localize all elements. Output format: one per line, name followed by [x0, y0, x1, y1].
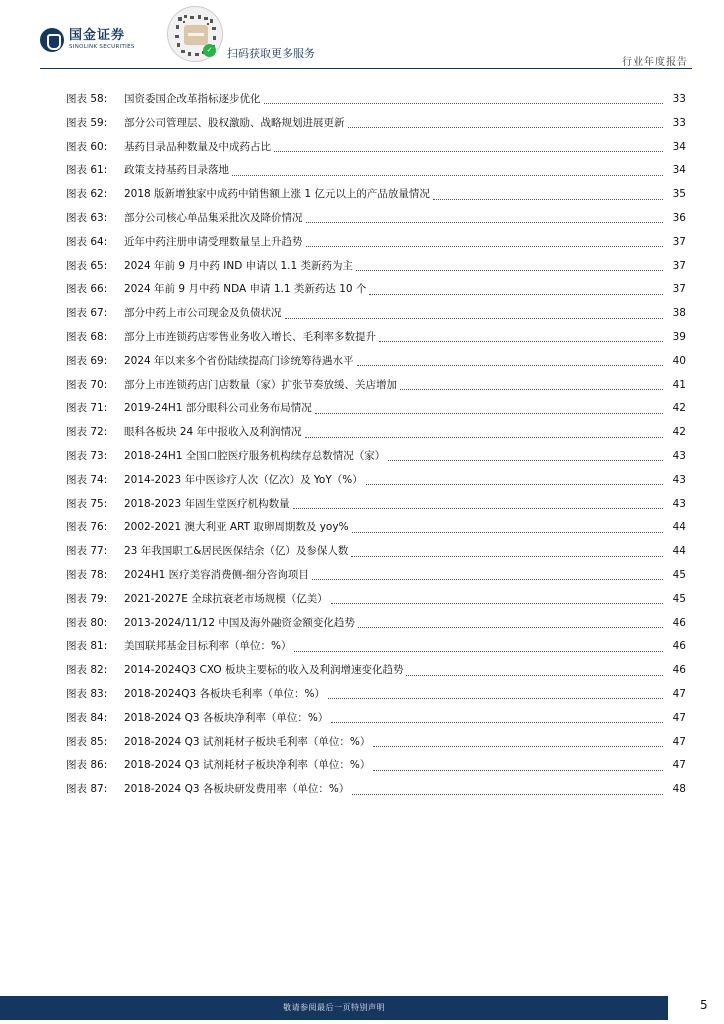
toc-entry[interactable] — [66, 516, 686, 540]
toc-list — [66, 88, 686, 802]
toc-leader-dots — [306, 222, 664, 223]
toc-entry-label: 图表 86: — [66, 759, 108, 772]
toc-entry-title: 2024H1 医疗美容消费侧-细分咨询项目 — [124, 568, 309, 581]
toc-leader-dots — [369, 294, 663, 295]
toc-entry-title: 基药目录品种数量及中成药占比 — [124, 140, 271, 153]
toc-entry-label: 图表 64: — [66, 235, 108, 248]
toc-entry-label: 图表 76: — [66, 521, 108, 534]
toc-leader-dots — [352, 532, 663, 533]
toc-leader-dots — [294, 651, 663, 652]
page-number: 5 — [700, 998, 708, 1012]
toc-entry-page: 43 — [672, 497, 686, 510]
toc-entry-page: 41 — [672, 378, 686, 391]
toc-entry[interactable] — [66, 421, 686, 445]
sinolink-logo-icon — [40, 28, 64, 52]
toc-entry-label: 图表 82: — [66, 664, 108, 677]
footer-disclaimer: 敬请参阅最后一页特别声明 — [283, 1003, 385, 1012]
toc-entry-label: 图表 68: — [66, 330, 108, 343]
page-header — [0, 0, 724, 70]
toc-entry[interactable] — [66, 778, 686, 802]
toc-entry-label: 图表 83: — [66, 687, 108, 700]
toc-entry-title: 2018-2023 年固生堂医疗机构数量 — [124, 497, 290, 510]
toc-entry-title: 2021-2027E 全球抗衰老市场规模（亿美） — [124, 592, 328, 605]
toc-entry-title: 部分公司管理层、股权激励、战略规划进展更新 — [124, 116, 345, 129]
toc-leader-dots — [351, 556, 663, 557]
toc-entry-title: 2018-2024 Q3 各板块研发费用率（单位：%） — [124, 783, 350, 796]
toc-entry-page: 39 — [672, 330, 686, 343]
toc-entry-label: 图表 71: — [66, 402, 108, 415]
toc-entry-title: 2018-2024 Q3 各板块净利率（单位：%） — [124, 711, 329, 724]
toc-leader-dots — [433, 199, 663, 200]
toc-entry-page: 44 — [672, 545, 686, 558]
toc-entry[interactable] — [66, 469, 686, 493]
toc-leader-dots — [331, 722, 663, 723]
toc-entry-page: 37 — [672, 259, 686, 272]
toc-entry-title: 2014-2023 年中医诊疗人次（亿次）及 YoY（%） — [124, 473, 363, 486]
toc-entry[interactable] — [66, 207, 686, 231]
toc-entry-label: 图表 59: — [66, 116, 108, 129]
toc-leader-dots — [328, 698, 663, 699]
toc-entry-label: 图表 61: — [66, 164, 108, 177]
toc-entry-page: 43 — [672, 449, 686, 462]
toc-entry-title: 美国联邦基金目标利率（单位：%） — [124, 640, 292, 653]
toc-entry-page: 47 — [672, 687, 686, 700]
toc-entry[interactable] — [66, 231, 686, 255]
toc-entry-title: 2018 版新增独家中成药中销售额上涨 1 亿元以上的产品放量情况 — [124, 188, 430, 201]
toc-entry-label: 图表 60: — [66, 140, 108, 153]
toc-entry[interactable] — [66, 350, 686, 374]
toc-leader-dots — [315, 413, 663, 414]
toc-entry-label: 图表 87: — [66, 783, 108, 796]
toc-entry-page: 43 — [672, 473, 686, 486]
toc-leader-dots — [357, 365, 663, 366]
toc-entry-label: 图表 81: — [66, 640, 108, 653]
toc-leader-dots — [274, 151, 663, 152]
toc-entry-label: 图表 69: — [66, 354, 108, 367]
toc-entry-page: 47 — [672, 759, 686, 772]
qr-label: 扫码获取更多服务 — [227, 47, 315, 60]
toc-entry-page: 38 — [672, 307, 686, 320]
toc-leader-dots — [406, 675, 663, 676]
toc-leader-dots — [400, 389, 663, 390]
toc-entry[interactable] — [66, 493, 686, 517]
toc-entry-title: 2018-2024 Q3 试剂耗材子板块毛利率（单位：%） — [124, 735, 371, 748]
toc-entry-title: 23 年我国职工&居民医保结余（亿）及参保人数 — [124, 545, 349, 558]
toc-entry-page: 47 — [672, 711, 686, 724]
toc-entry-title: 2002-2021 澳大利亚 ART 取卵周期数及 yoy% — [124, 521, 349, 534]
toc-entry[interactable] — [66, 88, 686, 112]
toc-leader-dots — [293, 508, 663, 509]
toc-entry-label: 图表 63: — [66, 211, 108, 224]
toc-entry[interactable] — [66, 564, 686, 588]
toc-leader-dots — [356, 270, 663, 271]
toc-entry-page: 34 — [672, 140, 686, 153]
toc-entry-page: 42 — [672, 426, 686, 439]
toc-entry-title: 部分上市连锁药店门店数量（家）扩张节奏放缓、关店增加 — [124, 378, 397, 391]
toc-entry-title: 2018-2024Q3 各板块毛利率（单位：%） — [124, 687, 325, 700]
toc-entry[interactable] — [66, 278, 686, 302]
toc-entry-page: 37 — [672, 283, 686, 296]
toc-entry-title: 2024 年前 9 月中药 IND 申请以 1.1 类新药为主 — [124, 259, 353, 272]
toc-entry-page: 37 — [672, 235, 686, 248]
toc-entry[interactable] — [66, 588, 686, 612]
toc-entry[interactable] — [66, 754, 686, 778]
toc-entry-label: 图表 78: — [66, 568, 108, 581]
toc-entry-label: 图表 85: — [66, 735, 108, 748]
toc-entry-title: 2024 年前 9 月中药 NDA 申请 1.1 类新药达 10 个 — [124, 283, 367, 296]
toc-entry-page: 40 — [672, 354, 686, 367]
toc-entry[interactable] — [66, 374, 686, 398]
toc-leader-dots — [348, 127, 664, 128]
toc-leader-dots — [373, 746, 663, 747]
toc-entry[interactable] — [66, 397, 686, 421]
toc-leader-dots — [352, 794, 663, 795]
toc-entry-page: 44 — [672, 521, 686, 534]
toc-entry-label: 图表 84: — [66, 711, 108, 724]
toc-entry[interactable] — [66, 683, 686, 707]
toc-entry[interactable] — [66, 159, 686, 183]
toc-leader-dots — [312, 579, 663, 580]
toc-leader-dots — [306, 246, 664, 247]
toc-entry-page: 48 — [672, 783, 686, 796]
toc-entry-title: 2024 年以来多个省份陆续提高门诊统筹待遇水平 — [124, 354, 354, 367]
toc-entry-page: 36 — [672, 211, 686, 224]
toc-entry-title: 2014-2024Q3 CXO 板块主要标的收入及利润增速变化趋势 — [124, 664, 404, 677]
toc-entry-page: 34 — [672, 164, 686, 177]
wechat-icon: ✓ — [203, 44, 216, 57]
toc-entry[interactable] — [66, 540, 686, 564]
toc-entry-page: 46 — [672, 616, 686, 629]
logo-chinese-name: 国金证券 — [69, 28, 126, 43]
toc-entry-title: 政策支持基药目录落地 — [124, 164, 229, 177]
toc-entry-label: 图表 72: — [66, 426, 108, 439]
toc-entry-title: 眼科各板块 24 年中报收入及利润情况 — [124, 426, 302, 439]
toc-entry-title: 2019-24H1 部分眼科公司业务布局情况 — [124, 402, 312, 415]
toc-leader-dots — [388, 460, 663, 461]
toc-leader-dots — [305, 437, 663, 438]
toc-entry-title: 近年中药注册申请受理数量呈上升趋势 — [124, 235, 303, 248]
logo-english-name: SINOLINK SECURITIES — [69, 44, 135, 50]
toc-entry[interactable] — [66, 302, 686, 326]
toc-entry[interactable] — [66, 707, 686, 731]
toc-entry-label: 图表 74: — [66, 473, 108, 486]
toc-entry-title: 国资委国企改革指标逐步优化 — [124, 93, 261, 105]
toc-entry-label: 图表 58: — [66, 93, 108, 105]
toc-entry-label: 图表 73: — [66, 449, 108, 462]
toc-entry-label: 图表 65: — [66, 259, 108, 272]
toc-entry-page: 45 — [672, 592, 686, 605]
toc-leader-dots — [358, 627, 663, 628]
toc-entry-label: 图表 80: — [66, 616, 108, 629]
toc-leader-dots — [366, 484, 663, 485]
toc-entry-page: 35 — [672, 188, 686, 201]
toc-entry-page: 33 — [672, 93, 686, 105]
toc-entry-title: 部分中药上市公司现金及负债状况 — [124, 307, 282, 320]
toc-entry[interactable] — [66, 445, 686, 469]
toc-entry-page: 33 — [672, 116, 686, 129]
toc-entry[interactable] — [66, 112, 686, 136]
toc-entry[interactable] — [66, 136, 686, 160]
toc-entry-title: 部分上市连锁药店零售业务收入增长、毛利率多数提升 — [124, 330, 376, 343]
toc-leader-dots — [373, 770, 663, 771]
toc-entry-title: 部分公司核心单品集采批次及降价情况 — [124, 211, 303, 224]
toc-entry-label: 图表 70: — [66, 378, 108, 391]
report-type: 行业年度报告 — [622, 57, 688, 68]
toc-entry-label: 图表 66: — [66, 283, 108, 296]
company-logo — [40, 28, 135, 52]
toc-entry-title: 2013-2024/11/12 中国及海外融资金额变化趋势 — [124, 616, 355, 629]
toc-entry[interactable] — [66, 612, 686, 636]
toc-entry-label: 图表 62: — [66, 188, 108, 201]
toc-leader-dots — [285, 318, 664, 319]
toc-entry[interactable] — [66, 731, 686, 755]
toc-leader-dots — [331, 603, 663, 604]
toc-entry[interactable] — [66, 659, 686, 683]
toc-entry-label: 图表 75: — [66, 497, 108, 510]
toc-entry[interactable] — [66, 255, 686, 279]
toc-entry-label: 图表 77: — [66, 545, 108, 558]
toc-leader-dots — [264, 103, 664, 104]
toc-entry[interactable] — [66, 183, 686, 207]
toc-entry-page: 42 — [672, 402, 686, 415]
toc-leader-dots — [232, 175, 663, 176]
header-divider — [40, 68, 692, 69]
toc-entry-label: 图表 67: — [66, 307, 108, 320]
toc-entry[interactable] — [66, 635, 686, 659]
toc-leader-dots — [379, 341, 663, 342]
toc-entry-label: 图表 79: — [66, 592, 108, 605]
toc-entry-title: 2018-2024 Q3 试剂耗材子板块净利率（单位：%） — [124, 759, 371, 772]
toc-entry-page: 46 — [672, 640, 686, 653]
toc-entry-title: 2018-24H1 全国口腔医疗服务机构续存总数情况（家） — [124, 449, 386, 462]
toc-entry-page: 45 — [672, 568, 686, 581]
toc-entry-page: 46 — [672, 664, 686, 677]
toc-entry[interactable] — [66, 326, 686, 350]
toc-entry-page: 47 — [672, 735, 686, 748]
